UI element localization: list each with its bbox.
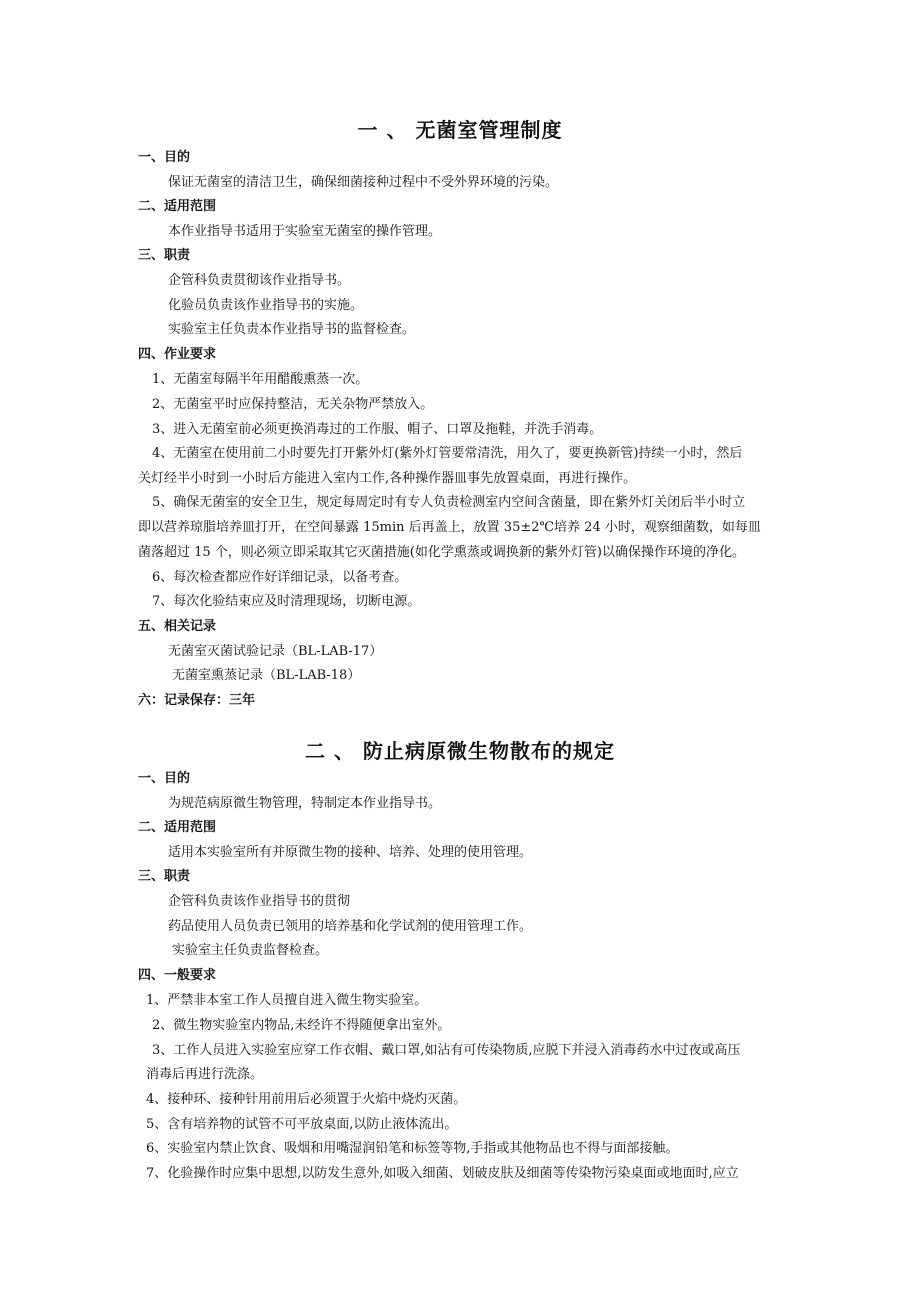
s1-req-7: 7、每次化验结束应及时清理现场，切断电源。 xyxy=(152,594,421,609)
s1-req-5-line-2: 即以营养琼脂培养皿打开，在空间暴露 15min 后再盖上，放置 35±2℃培养 24 小时，观察细菌数，如每皿 xyxy=(138,520,761,535)
s1-heading-requirements: 四、作业要求 xyxy=(138,347,217,362)
s2-req-3-line-2: 消毒后再进行洗涤。 xyxy=(146,1067,264,1082)
s2-req-7: 7、化验操作时应集中思想,以防发生意外,如吸入细菌、划破皮肤及细菌等传染物污染桌面或地面时,应立 xyxy=(146,1166,739,1181)
s1-duty-1: 企管科负责贯彻该作业指导书。 xyxy=(168,273,351,288)
s1-req-2: 2、无菌室平时应保持整洁，无关杂物严禁放入。 xyxy=(152,397,434,412)
s2-purpose-text: 为规范病原微生物管理，特制定本作业指导书。 xyxy=(168,796,442,811)
s1-duty-3: 实验室主任负责本作业指导书的监督检查。 xyxy=(168,322,416,337)
s1-heading-duties: 三、职责 xyxy=(138,248,191,263)
section-2-title: 二 、 防止病原微生物散布的规定 xyxy=(305,739,615,763)
s2-req-4: 4、接种环、接种针用前用后必须置于火焰中烧灼灭菌。 xyxy=(146,1092,467,1107)
s2-duty-2: 药品使用人员负责已领用的培养基和化学试剂的使用管理工作。 xyxy=(168,919,533,934)
section-1-title: 一 、 无菌室管理制度 xyxy=(357,118,563,142)
s1-record-1: 无菌室灭菌试验记录（BL-LAB-17） xyxy=(168,644,383,659)
s2-heading-scope: 二、适用范围 xyxy=(138,820,217,835)
s1-req-4-line-1: 4、无菌室在使用前二小时要先打开紫外灯(紫外灯管要常清洗，用久了，要更换新管)持续一小时，然后 xyxy=(152,446,743,461)
s1-record-2: 无菌室熏蒸记录（BL-LAB-18） xyxy=(172,668,361,683)
s1-heading-records: 五、相关记录 xyxy=(138,619,217,634)
s2-heading-duties: 三、职责 xyxy=(138,869,191,884)
s1-heading-purpose: 一、目的 xyxy=(138,150,191,165)
s2-duty-1: 企管科负责该作业指导书的贯彻 xyxy=(168,894,351,909)
s1-scope-text: 本作业指导书适用于实验室无菌室的操作管理。 xyxy=(168,224,442,239)
s2-req-6: 6、实验室内禁止饮食、吸烟和用嘴湿润铅笔和标签等物,手指或其他物品也不得与面部接触。 xyxy=(146,1141,679,1156)
s1-purpose-text: 保证无菌室的清洁卫生，确保细菌接种过程中不受外界环境的污染。 xyxy=(168,175,559,190)
s1-req-5-line-3: 菌落超过 15 个，则必须立即采取其它灭菌措施(如化学熏蒸或调换新的紫外灯管)以确保操作环境的净化。 xyxy=(138,545,745,560)
s1-req-5-line-1: 5、确保无菌室的安全卫生，规定每周定时有专人负责检测室内空间含菌量，即在紫外灯关闭后半小时立 xyxy=(152,495,746,510)
s2-heading-requirements: 四、一般要求 xyxy=(138,968,217,983)
s2-req-5: 5、含有培养物的试管不可平放桌面,以防止液体流出。 xyxy=(146,1117,458,1132)
s1-req-4-line-2: 关灯经半小时到一小时后方能进入室内工作,各种操作器皿事先放置桌面，再进行操作。 xyxy=(138,471,637,486)
s2-scope-text: 适用本实验室所有并原微生物的接种、培养、处理的使用管理。 xyxy=(168,845,533,860)
s2-req-3-line-1: 3、工作人员进入实验室应穿工作衣帽、戴口罩,如沾有可传染物质,应脱下并浸入消毒药水中过夜或高压 xyxy=(152,1043,741,1058)
s1-heading-scope: 二、适用范围 xyxy=(138,199,217,214)
s1-req-6: 6、每次检查都应作好详细记录，以备考查。 xyxy=(152,570,408,585)
s2-duty-3: 实验室主任负责监督检查。 xyxy=(172,943,329,958)
s2-req-1: 1、严禁非本室工作人员擅自进入微生物实验室。 xyxy=(146,993,428,1008)
s1-req-3: 3、进入无菌室前必须更换消毒过的工作服、帽子、口罩及拖鞋，并洗手消毒。 xyxy=(152,422,603,437)
s1-heading-retention: 六：记录保存：三年 xyxy=(138,693,256,708)
s2-req-2: 2、微生物实验室内物品,未经许不得随便拿出室外。 xyxy=(152,1018,451,1033)
s2-heading-purpose: 一、目的 xyxy=(138,771,191,786)
s1-req-1: 1、无菌室每隔半年用醋酸熏蒸一次。 xyxy=(152,372,369,387)
s1-duty-2: 化验员负责该作业指导书的实施。 xyxy=(168,298,364,313)
